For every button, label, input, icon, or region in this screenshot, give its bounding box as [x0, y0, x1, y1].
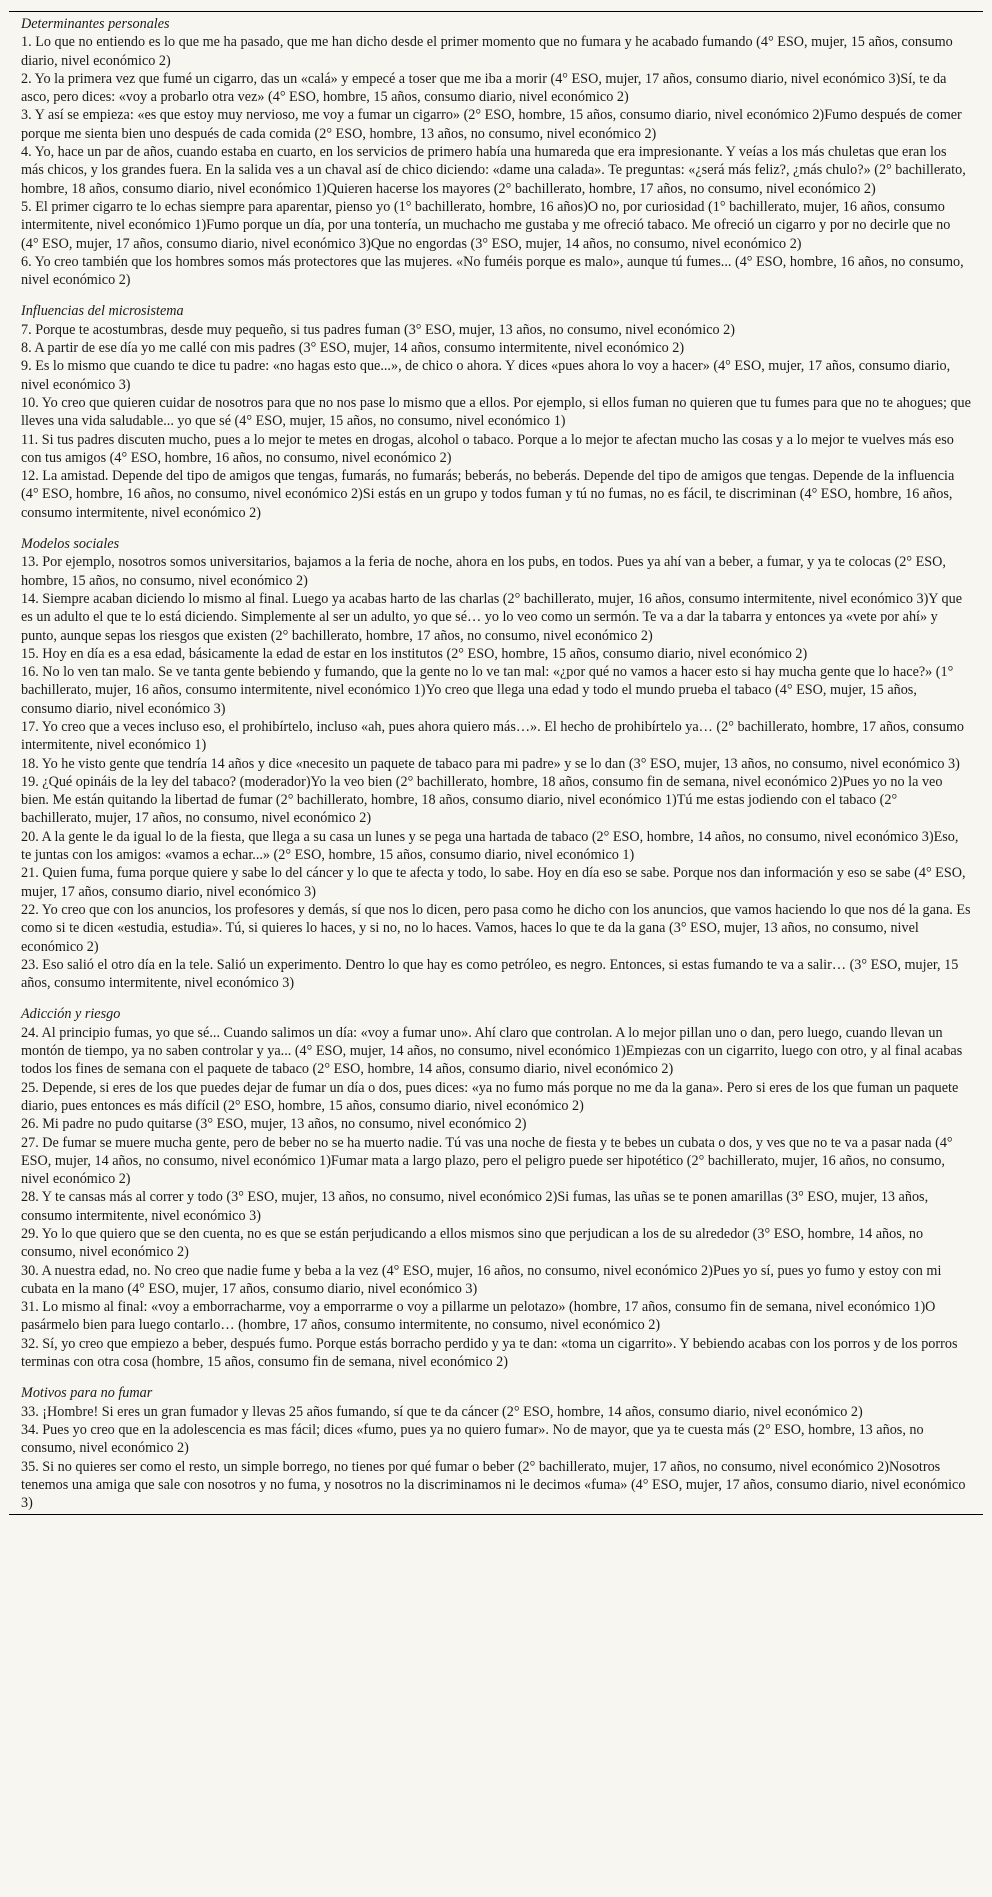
section-heading: Modelos sociales: [21, 536, 120, 553]
quote-entry: 16. No lo ven tan malo. Se ve tanta gente bebiendo y fumando, que la gente no lo ve tan mal: «¿por qué no vamos a hacer esto si hay mucha gente que lo hace?» (1° bachillerato, mujer, 16 años, consumo intermitente, nivel económico 1)Yo creo que llega una edad y todo el mundo prueba el tabaco (4° ESO, mujer, 15 años, consumo diario, nivel económico 3): [21, 664, 954, 717]
quote-entry: 27. De fumar se muere mucha gente, pero de beber no se ha muerto nadie. Tú vas una noche de fiesta y te bebes un cubata o dos, y ves que no te va a pasar nada (4° ESO, mujer, 14 años, no consumo, nivel económico 1)Fumar mata a largo plazo, pero el peligro puede ser hipotético (2° bachillerato, mujer, 16 años, no consumo, nivel económico 2): [21, 1134, 953, 1188]
quote-entry: 32. Sí, yo creo que empiezo a beber, después fumo. Porque estás borracho perdido y ya te dan: «toma un cigarrito». Y bebiendo acabas con los porros y de los porros terminas con otra cosa (hombre, 15 años, consumo fin de semana, nivel económico 2): [21, 1335, 958, 1371]
quote-entry: 21. Quien fuma, fuma porque quiere y sabe lo del cáncer y lo que te afecta y todo, lo sabe. Hoy en día eso se sabe. Porque nos dan información y eso se sabe (4° ESO, mujer, 17 años, consumo diario, nivel económico 3): [21, 865, 966, 900]
quote-entry: 20. A la gente le da igual lo de la fiesta, que llega a su casa un lunes y se pega una hartada de tabaco (2° ESO, hombre, 14 años, no consumo, nivel económico 3)Eso, te juntas con los amigos: «vamos a echar...» (2° ESO, hombre, 15 años, consumo diario, nivel económico 1): [21, 828, 959, 864]
section-influencias-microsistema: [21, 302, 971, 522]
quote-entry: 26. Mi padre no pudo quitarse (3° ESO, mujer, 13 años, no consumo, nivel económico 2): [21, 1116, 527, 1133]
quote-entry: 35. Si no quieres ser como el resto, un simple borrego, no tienes por qué fumar o beber (2° bachillerato, mujer, 17 años, no consumo, nivel económico 2)Nosotros tenemos una amiga que sale con nosotros y no fuma, y nosotros no la discriminamos ni le decimos «fuma» (4° ESO, mujer, 17 años, consumo diario, nivel económico 3): [21, 1458, 966, 1512]
section-motivos-no-fumar: [21, 1384, 971, 1512]
quote-entry: 10. Yo creo que quieren cuidar de nosotros para que no nos pase lo mismo que a ellos. Por ejemplo, si ellos fuman no quieren que tu fumes para que no te ahogues; que lleves una vida saludable... yo que sé (4° ESO, mujer, 15 años, no consumo, nivel económico 1): [21, 394, 971, 430]
quote-entry: 23. Eso salió el otro día en la tele. Salió un experimento. Dentro lo que hay es como petróleo, es negro. Entonces, si estas fumando te va a salir… (3° ESO, mujer, 15 años, consumo intermitente, nivel económico 3): [21, 956, 959, 992]
section-heading: Motivos para no fumar: [21, 1385, 153, 1402]
quote-entry: 8. A partir de ese día yo me callé con mis padres (3° ESO, mujer, 14 años, consumo intermitente, nivel económico 2): [21, 340, 685, 357]
quote-entry: 19. ¿Qué opináis de la ley del tabaco? (moderador)Yo la veo bien (2° bachillerato, hombre, 18 años, consumo fin de semana, nivel económico 2)Pues yo no la veo bien. Me están quitando la libertad de fumar (2° bachillerato, hombre, 18 años, consumo diario, nivel económico 1)Tú me estas jodiendo con el tabaco (2° bachillerato, mujer, 17 años, no consumo, nivel económico 2): [21, 773, 943, 827]
quote-entry: 3. Y así se empieza: «es que estoy muy nervioso, me voy a fumar un cigarro» (2° ESO, hombre, 15 años, consumo diario, nivel económico 2)Fumo después de comer porque me sienta bien uno después de cada comida (2° ESO, hombre, 13 años, no consumo, nivel económico 2): [21, 107, 962, 142]
quote-entry: 14. Siempre acaban diciendo lo mismo al final. Luego ya acabas harto de las charlas (2° bachillerato, mujer, 16 años, consumo intermitente, nivel económico 3)Y que es un adulto el que te lo está diciendo. Simplemente al ser un adulto, yo que sé… yo lo veo como un sermón. Te va a dar la tabarra y entonces ya «vete por ahí» y punto, aunque sepas los riesgos que existen (2° bachillerato, hombre, 17 años, no consumo, nivel económico 2): [21, 590, 963, 644]
quote-entry: 13. Por ejemplo, nosotros somos universitarios, bajamos a la feria de noche, ahora en los pubs, en todos. Pues ya ahí van a beber, a fumar, y ya te colocas (2° ESO, hombre, 15 años, no consumo, nivel económico 2): [21, 554, 946, 589]
quote-entry: 4. Yo, hace un par de años, cuando estaba en cuarto, en los servicios de primero había una humareda que era impresionante. Y veías a los más chuletas que eran los más chicos, y los grandes fuera. En la salida ves a un chaval así de chico diciendo: «dame una calada». Te preguntas: «¿será más feliz?, ¿más chulo?» (2° bachillerato, hombre, 18 años, consumo diario, nivel económico 1)Quieren hacerse los mayores (2° bachillerato, hombre, 17 años, no consumo, nivel económico 2): [21, 144, 966, 197]
quote-entry: 28. Y te cansas más al correr y todo (3° ESO, mujer, 13 años, no consumo, nivel económico 2)Si fumas, las uñas se te ponen amarillas (3° ESO, mujer, 13 años, consumo intermitente, nivel económico 3): [21, 1189, 929, 1224]
quote-entry: 31. Lo mismo al final: «voy a emborracharme, voy a emporrarme o voy a pillarme un pelotazo» (hombre, 17 años, consumo fin de semana, nivel económico 1)O pasármelo bien para luego contarlo… (hombre, 17 años, consumo intermitente, no consumo, nivel económico 2): [21, 1299, 936, 1334]
quote-entry: 29. Yo lo que quiero que se den cuenta, no es que se están perjudicando a ellos mismos sino que perjudican a los de su alrededor (3° ESO, hombre, 14 años, no consumo, nivel económico 2): [21, 1226, 924, 1261]
section-modelos-sociales: [21, 535, 971, 992]
quote-entry: 6. Yo creo también que los hombres somos más protectores que las mujeres. «No fuméis porque es malo», aunque tú fumes... (4° ESO, hombre, 16 años, no consumo, nivel económico 2): [21, 253, 964, 289]
quote-entry: 18. Yo he visto gente que tendría 14 años y dice «necesito un paquete de tabaco para mi padre» y se lo dan (3° ESO, mujer, 13 años, no consumo, nivel económico 3): [21, 755, 960, 772]
quote-entry: 33. ¡Hombre! Si eres un gran fumador y llevas 25 años fumando, sí que te da cáncer (2° ESO, hombre, 14 años, consumo diario, nivel económico 2): [21, 1403, 863, 1420]
quote-entry: 11. Si tus padres discuten mucho, pues a lo mejor te metes en drogas, alcohol o tabaco. Porque a lo mejor te afectan mucho las cosas y a lo mejor te vuelves más eso con tus amigos (4° ESO, hombre, 16 años, no consumo, nivel económico 2): [21, 431, 954, 466]
section-heading: Determinantes personales: [21, 16, 170, 32]
quote-entry: 5. El primer cigarro te lo echas siempre para aparentar, pienso yo (1° bachillerato, hombre, 16 años)O no, por curiosidad (1° bachillerato, mujer, 16 años, consumo intermitente, nivel económico 1)Fumo porque un día, por una tontería, un muchacho me gustaba y me ofreció tabaco. Me ofreció un cigarro y por no decirle que no (4° ESO, mujer, 17 años, consumo diario, nivel económico 3)Que no engordas (3° ESO, mujer, 14 años, no consumo, nivel económico 2): [21, 198, 951, 252]
quote-entry: 1. Lo que no entiendo es lo que me ha pasado, que me han dicho desde el primer momento que no fumara y he acabado fumando (4° ESO, mujer, 15 años, consumo diario, nivel económico 2): [21, 34, 953, 69]
quote-entry: 30. A nuestra edad, no. No creo que nadie fume y beba a la vez (4° ESO, mujer, 16 años, no consumo, nivel económico 2)Pues yo sí, pues yo fumo y estoy con mi cubata en la mano (4° ESO, mujer, 17 años, consumo diario, nivel económico 3): [21, 1262, 942, 1297]
quote-entry: 2. Yo la primera vez que fumé un cigarro, das un «calá» y empecé a toser que me iba a morir (4° ESO, mujer, 17 años, consumo diario, nivel económico 3)Sí, te da asco, pero dices: «voy a probarlo otra vez» (4° ESO, hombre, 15 años, consumo diario, nivel económico 2): [21, 70, 947, 106]
quotes-table: [9, 11, 983, 1515]
quote-entry: 15. Hoy en día es a esa edad, básicamente la edad de estar en los institutos (2° ESO, hombre, 15 años, consumo diario, nivel económico 2): [21, 645, 808, 662]
section-adiccion-riesgo: [21, 1005, 971, 1371]
section-heading: Influencias del microsistema: [21, 303, 184, 320]
quote-entry: 17. Yo creo que a veces incluso eso, el prohibírtelo, incluso «ah, pues ahora quiero más…». El hecho de prohibírtelo ya… (2° bachillerato, hombre, 17 años, consumo intermitente, nivel económico 1): [21, 718, 964, 754]
section-determinantes-personales: [21, 15, 971, 289]
quote-entry: 24. Al principio fumas, yo que sé... Cuando salimos un día: «voy a fumar uno». Ahí claro que controlan. A lo mejor pillan uno o dan, pero luego, cuando llevan un montón de tiempo, ya no saben controlar y ya... (4° ESO, mujer, 14 años, no consumo, nivel económico 1)Empiezas con un cigarrito, luego con otro, y al final acabas todos los fines de semana con el paquete de tabaco (2° ESO, hombre, 14 años, consumo diario, nivel económico 2): [21, 1024, 963, 1078]
quote-entry: 9. Es lo mismo que cuando te dice tu padre: «no hagas esto que...», de chico o ahora. Y dices «pues ahora lo voy a hacer» (4° ESO, mujer, 17 años, consumo diario, nivel económico 3): [21, 358, 951, 393]
quote-entry: 34. Pues yo creo que en la adolescencia es mas fácil; dices «fumo, pues ya no quiero fumar». No de mayor, que ya te cuesta más (2° ESO, hombre, 13 años, no consumo, nivel económico 2): [21, 1421, 924, 1457]
section-heading: Adicción y riesgo: [21, 1006, 121, 1023]
quote-entry: 25. Depende, si eres de los que puedes dejar de fumar un día o dos, pues dices: «ya no fumo más porque no me da la gana». Pero si eres de los que fuman un paquete diario, pues entonces es más difícil (2° ESO, hombre, 15 años, consumo diario, nivel económico 2): [21, 1079, 959, 1114]
quote-entry: 12. La amistad. Depende del tipo de amigos que tengas, fumarás, no fumarás; beberás, no beberás. Depende del tipo de amigos que tengas. Depende de la influencia (4° ESO, hombre, 16 años, no consumo, nivel económico 2)Si estás en un grupo y todos fuman y tú no fumas, no es fácil, te discriminan (4° ESO, hombre, 16 años, consumo intermitente, nivel económico 2): [21, 468, 955, 521]
quote-entry: 7. Porque te acostumbras, desde muy pequeño, si tus padres fuman (3° ESO, mujer, 13 años, no consumo, nivel económico 2): [21, 321, 735, 338]
quote-entry: 22. Yo creo que con los anuncios, los profesores y demás, sí que nos lo dicen, pero pasa como he dicho con los anuncios, que vamos haciendo lo que nos dé la gana. Es como si te dicen «estudia, estudia». Tú, si quieres lo haces, y si no, no lo haces. Vamos, haces lo que te da la gana (3° ESO, mujer, 13 años, no consumo, nivel económico 2): [21, 901, 971, 955]
